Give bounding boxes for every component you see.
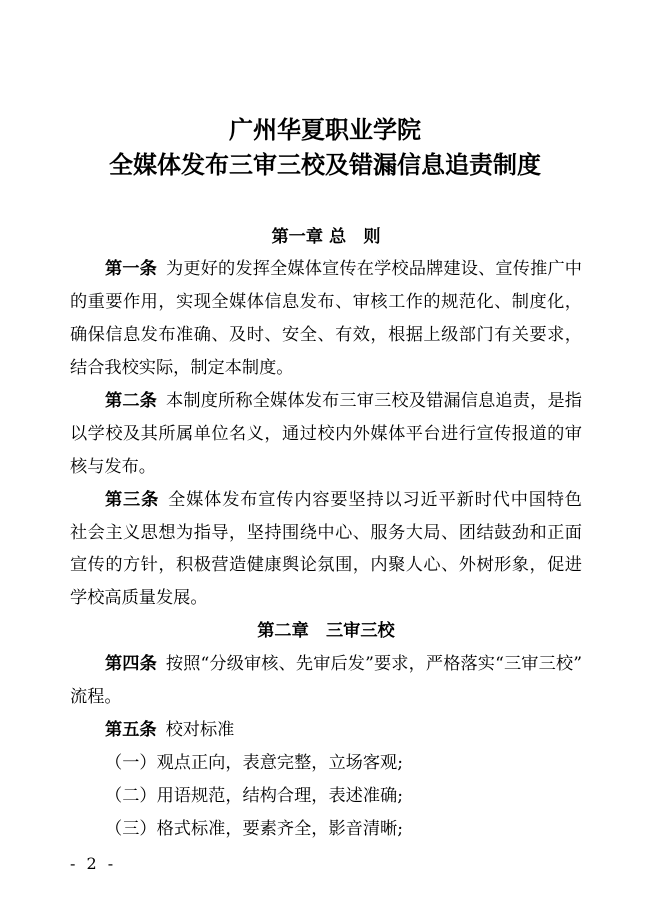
proofreading-item-3: （三）格式标准，要素齐全，影音清晰; [105, 818, 403, 839]
article-4-label: 第四条 [105, 654, 157, 675]
article-4-line-1 [70, 648, 582, 681]
article-1 [70, 253, 582, 385]
article-2-text-1: 本制度所称全媒体发布三审三校及错漏信息追责，是指 [166, 390, 582, 411]
article-3-line-3: 宣传的方针，积极营造健康舆论氛围，内聚人心、外树形象，促进 [70, 555, 582, 576]
article-1-line-1 [70, 253, 582, 286]
document-body [70, 221, 582, 846]
chapter-2-heading: 第二章 三审三校 [257, 621, 395, 642]
article-2-line-2: 以学校及其所属单位名义，通过校内外媒体平台进行宣传报道的审 [70, 423, 582, 444]
article-1-line-4: 结合我校实际，制定本制度。 [70, 358, 294, 379]
article-3-label: 第三条 [105, 489, 160, 510]
article-1-line-3: 确保信息发布准确、及时、安全、有效，根据上级部门有关要求， [70, 325, 582, 346]
article-3-line-1 [70, 484, 582, 517]
article-2 [70, 385, 582, 484]
article-5-text: 校对标准 [165, 719, 235, 740]
article-5 [70, 714, 582, 846]
article-4-text-1: 按照“分级审核、先审后发”要求，严格落实“三审三校” [165, 654, 582, 675]
article-1-label: 第一条 [105, 259, 158, 280]
article-5-line-1 [70, 714, 582, 747]
article-3-line-4: 学校高质量发展。 [70, 588, 208, 609]
article-3-line-2: 社会主义思想为指导，坚持围绕中心、服务大局、团结鼓劲和正面 [70, 522, 582, 543]
title-school-name: 广州华夏职业学院 [229, 115, 421, 144]
article-4-line-2: 流程。 [70, 686, 122, 707]
article-5-label: 第五条 [105, 719, 157, 740]
document-title [0, 112, 650, 182]
article-2-label: 第二条 [105, 390, 158, 411]
page-number: - 2 - [70, 854, 117, 873]
article-3-text-1: 全媒体发布宣传内容要坚持以习近平新时代中国特色 [168, 489, 582, 510]
article-2-line-1 [70, 385, 582, 418]
proofreading-item-2: （二）用语规范，结构合理，表述准确; [105, 785, 403, 806]
article-3 [70, 484, 582, 616]
proofreading-item-1: （一）观点正向，表意完整，立场客观; [105, 752, 403, 773]
chapter-1-heading: 第一章 总 则 [271, 226, 381, 247]
article-4 [70, 648, 582, 714]
article-1-line-2: 的重要作用，实现全媒体信息发布、审核工作的规范化、制度化， [70, 292, 582, 313]
article-2-line-3: 核与发布。 [70, 456, 156, 477]
article-1-text-1: 为更好的发挥全媒体宣传在学校品牌建设、宣传推广中 [166, 259, 582, 280]
title-regulation-name: 全媒体发布三审三校及错漏信息追责制度 [109, 150, 541, 179]
